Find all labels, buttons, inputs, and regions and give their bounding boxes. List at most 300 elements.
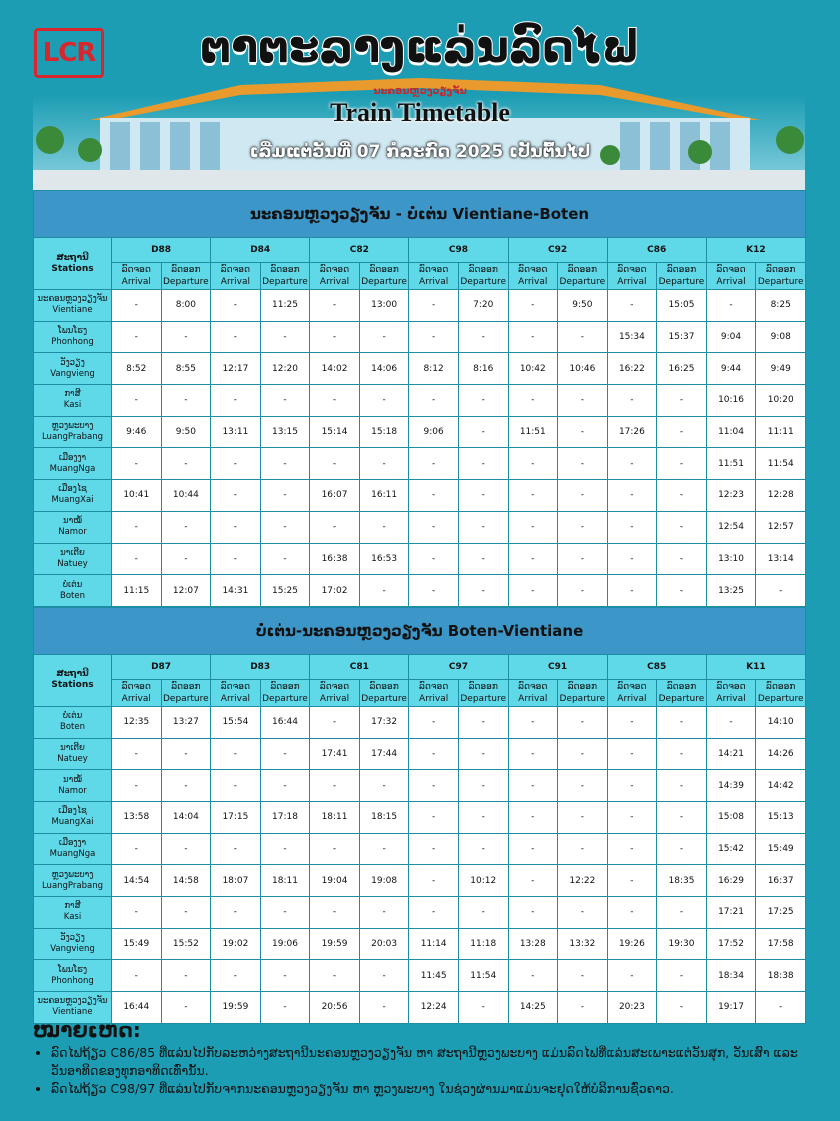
station-cell [34, 511, 112, 543]
table-row [34, 353, 806, 385]
time-cell: - [657, 897, 707, 929]
time-cell: 19:04 [310, 865, 360, 897]
station-name-lao: ກາສີ [64, 389, 81, 400]
time-cell: 14:25 [508, 992, 558, 1024]
time-cell: - [310, 833, 360, 865]
arrival-label-en: Arrival [319, 277, 350, 287]
time-cell: 14:10 [756, 706, 806, 738]
time-cell: - [112, 770, 162, 802]
time-cell: - [558, 321, 608, 353]
time-cell: 12:28 [756, 480, 806, 512]
time-cell: - [211, 833, 261, 865]
arrival-header [508, 263, 558, 290]
time-cell: 16:44 [112, 992, 162, 1024]
time-cell: - [458, 480, 508, 512]
time-cell: - [211, 448, 261, 480]
station-name-lao: ນາໝໍ້ [63, 516, 82, 527]
arrival-label-lao: ລົດຈອດ [121, 265, 151, 275]
train-number: C85 [607, 654, 706, 679]
arrival-label-lao: ລົດຈອດ [716, 681, 746, 692]
time-cell: 17:26 [607, 416, 657, 448]
arrival-label-lao: ລົດຈອດ [518, 681, 548, 692]
time-cell: - [607, 833, 657, 865]
timetable-vientiane-boten [33, 190, 806, 607]
time-cell: - [607, 575, 657, 607]
time-cell: 16:29 [706, 865, 756, 897]
time-cell: 15:08 [706, 801, 756, 833]
departure-label-en: Departure [460, 693, 507, 704]
time-cell: 15:52 [161, 928, 211, 960]
arrival-header [310, 263, 360, 290]
time-cell: - [458, 448, 508, 480]
station-cell [34, 353, 112, 385]
time-cell: - [260, 992, 310, 1024]
time-cell: 10:12 [458, 865, 508, 897]
time-cell: 10:41 [112, 480, 162, 512]
time-cell: 12:23 [706, 480, 756, 512]
station-cell [34, 543, 112, 575]
time-cell: - [458, 706, 508, 738]
time-cell: 14:21 [706, 738, 756, 770]
time-cell: - [260, 480, 310, 512]
time-cell: 18:35 [657, 865, 707, 897]
time-cell: 15:18 [359, 416, 409, 448]
time-cell: 16:11 [359, 480, 409, 512]
time-cell: - [409, 290, 459, 322]
arrival-label-en: Arrival [319, 693, 350, 704]
time-cell: 9:44 [706, 353, 756, 385]
arrival-header [310, 679, 360, 706]
arrival-header [211, 263, 261, 290]
time-cell: - [558, 770, 608, 802]
section-title: ບໍ່ເຕ່ນ-ນະຄອນຫຼວງວຽງຈັນ Boten-Vientiane [34, 607, 806, 654]
arrival-label-en: Arrival [617, 277, 647, 287]
arrival-header [706, 679, 756, 706]
time-cell: 8:16 [458, 353, 508, 385]
time-cell: 15:14 [310, 416, 360, 448]
time-cell: - [657, 480, 707, 512]
time-cell: - [409, 575, 459, 607]
time-cell: - [409, 738, 459, 770]
departure-header [458, 679, 508, 706]
time-cell: - [359, 448, 409, 480]
arrival-label-lao: ລົດຈອດ [319, 265, 350, 275]
time-cell: 16:25 [657, 353, 707, 385]
time-cell: - [310, 448, 360, 480]
time-cell: - [458, 511, 508, 543]
station-name-en: Vangvieng [50, 944, 95, 955]
station-cell [34, 321, 112, 353]
departure-label-lao: ລົດອອກ [270, 681, 300, 692]
time-cell: 13:27 [161, 706, 211, 738]
station-name-lao: ວັງວຽງ [60, 357, 85, 368]
departure-label-lao: ລົດອອກ [666, 681, 697, 692]
station-name-en: MuangNga [49, 463, 96, 474]
arrival-label-en: Arrival [121, 277, 151, 287]
time-cell: - [458, 385, 508, 417]
departure-label-en: Departure [262, 693, 308, 704]
stations-label-en: Stations [51, 263, 94, 274]
time-cell: - [508, 960, 558, 992]
time-cell: 9:50 [161, 416, 211, 448]
time-cell: - [260, 321, 310, 353]
time-cell: - [558, 960, 608, 992]
time-cell: - [558, 543, 608, 575]
departure-label-lao: ລົດອອກ [369, 265, 399, 275]
time-cell: 20:56 [310, 992, 360, 1024]
time-cell: 12:20 [260, 353, 310, 385]
time-cell: - [161, 897, 211, 929]
arrival-label-en: Arrival [716, 277, 746, 287]
arrival-header [409, 679, 459, 706]
time-cell: - [657, 416, 707, 448]
time-cell: 13:14 [756, 543, 806, 575]
time-cell: 12:24 [409, 992, 459, 1024]
time-cell: - [508, 480, 558, 512]
time-cell: - [558, 992, 608, 1024]
time-cell: 17:44 [359, 738, 409, 770]
time-cell: - [508, 321, 558, 353]
station-name-en: MuangNga [49, 848, 96, 859]
arrival-label-lao: ລົດຈອດ [319, 681, 350, 692]
time-cell: - [161, 992, 211, 1024]
time-cell: - [756, 575, 806, 607]
arrival-header [706, 263, 756, 290]
station-cell [34, 290, 112, 322]
time-cell: - [458, 416, 508, 448]
time-cell: - [657, 706, 707, 738]
time-cell: - [458, 543, 508, 575]
time-cell: - [359, 833, 409, 865]
station-name-lao: ນະຄອນຫຼວງວຽງຈັນ [37, 996, 108, 1007]
time-cell: 13:11 [211, 416, 261, 448]
table-row [34, 290, 806, 322]
time-cell: - [211, 480, 261, 512]
arrival-label-lao: ລົດຈອດ [716, 265, 746, 275]
time-cell: - [508, 290, 558, 322]
time-cell: - [607, 738, 657, 770]
table-row [34, 321, 806, 353]
time-cell: 14:58 [161, 865, 211, 897]
time-cell: - [706, 706, 756, 738]
departure-label-lao: ລົດອອກ [567, 681, 597, 692]
page-title-en: Train Timetable [330, 98, 510, 127]
time-cell: 18:07 [211, 865, 261, 897]
arrival-label-en: Arrival [419, 693, 449, 704]
time-cell: 15:13 [756, 801, 806, 833]
station-name-en: Phonhong [51, 975, 94, 986]
train-number: D84 [211, 238, 310, 263]
time-cell: - [657, 575, 707, 607]
time-cell: - [508, 833, 558, 865]
time-cell: 12:57 [756, 511, 806, 543]
train-number: D83 [211, 654, 310, 679]
time-cell: 9:49 [756, 353, 806, 385]
departure-header [260, 679, 310, 706]
time-cell: 9:08 [756, 321, 806, 353]
time-cell: 15:54 [211, 706, 261, 738]
departure-header [657, 263, 707, 290]
departure-header [756, 263, 806, 290]
time-cell: 18:11 [310, 801, 360, 833]
arrival-header [211, 679, 261, 706]
time-cell: - [112, 543, 162, 575]
arrival-header [607, 263, 657, 290]
time-cell: - [558, 511, 608, 543]
time-cell: 17:58 [756, 928, 806, 960]
table-row [34, 865, 806, 897]
time-cell: - [359, 575, 409, 607]
arrival-label-en: Arrival [617, 693, 647, 704]
time-cell: - [112, 448, 162, 480]
time-cell: 12:22 [558, 865, 608, 897]
station-name-en: LuangPrabang [41, 432, 104, 443]
time-cell: 13:32 [558, 928, 608, 960]
time-cell: 19:26 [607, 928, 657, 960]
time-cell: - [607, 385, 657, 417]
table-row [34, 801, 806, 833]
train-number: C92 [508, 238, 607, 263]
time-cell: - [607, 865, 657, 897]
train-number: D88 [112, 238, 211, 263]
time-cell: - [558, 448, 608, 480]
time-cell: 20:23 [607, 992, 657, 1024]
time-cell: 17:41 [310, 738, 360, 770]
time-cell: - [508, 543, 558, 575]
station-name-lao: ຫຼວງພະບາງ [51, 421, 94, 432]
arrival-header [112, 263, 162, 290]
time-cell: - [359, 770, 409, 802]
lcr-logo: LCR [34, 28, 104, 78]
time-cell: - [657, 738, 707, 770]
time-cell: - [211, 960, 261, 992]
time-cell: - [112, 290, 162, 322]
time-cell: 20:03 [359, 928, 409, 960]
departure-label-en: Departure [361, 277, 407, 287]
departure-label-en: Departure [757, 277, 804, 287]
time-cell: 12:54 [706, 511, 756, 543]
note-item: • ລົດໄຟຖ້ຽວ C98/97 ທີ່ແລ່ນໄປກັບຈາກນະຄອນຫຼວງວຽງຈັນ ຫາ ຫຼວງພະບາງ ໃນຊ່ວງຜ່ານມາແມ່ນຈະຢຸດໃຫ້ບໍລິການຊົ່ວຄາວ. [51, 1080, 813, 1098]
train-number: C97 [409, 654, 508, 679]
time-cell: - [310, 706, 360, 738]
departure-header [161, 263, 211, 290]
arrival-label-lao: ລົດຈອດ [419, 681, 449, 692]
time-cell: - [409, 448, 459, 480]
time-cell: 13:28 [508, 928, 558, 960]
arrival-label-lao: ລົດຈອດ [220, 265, 251, 275]
time-cell: - [706, 290, 756, 322]
station-name-lao: ຫຼວງພະບາງ [51, 869, 94, 880]
time-cell: 7:20 [458, 290, 508, 322]
departure-header [657, 679, 707, 706]
time-cell: - [508, 897, 558, 929]
time-cell: - [211, 511, 261, 543]
table-row [34, 448, 806, 480]
time-cell: 19:17 [706, 992, 756, 1024]
station-name-lao: ນະຄອນຫຼວງວຽງຈັນ [37, 294, 108, 305]
departure-header [359, 679, 409, 706]
time-cell: 11:14 [409, 928, 459, 960]
station-name-en: Kasi [63, 400, 82, 411]
station-cell [34, 416, 112, 448]
time-cell: 11:11 [756, 416, 806, 448]
time-cell: 10:20 [756, 385, 806, 417]
time-cell: 16:53 [359, 543, 409, 575]
time-cell: 15:37 [657, 321, 707, 353]
time-cell: - [558, 385, 608, 417]
time-cell: - [409, 385, 459, 417]
time-cell: 9:06 [409, 416, 459, 448]
time-cell: - [161, 385, 211, 417]
time-cell: - [558, 833, 608, 865]
train-number: C82 [310, 238, 409, 263]
time-cell: 19:06 [260, 928, 310, 960]
arrival-label-lao: ລົດຈອດ [121, 681, 151, 692]
time-cell: 11:15 [112, 575, 162, 607]
arrival-label-lao: ລົດຈອດ [419, 265, 449, 275]
time-cell: 14:02 [310, 353, 360, 385]
time-cell: 15:49 [112, 928, 162, 960]
departure-label-en: Departure [658, 277, 705, 287]
time-cell: - [409, 770, 459, 802]
time-cell: - [607, 960, 657, 992]
time-cell: 11:04 [706, 416, 756, 448]
departure-label-lao: ລົດອອກ [270, 265, 300, 275]
time-cell: - [161, 321, 211, 353]
time-cell: - [558, 480, 608, 512]
time-cell: - [161, 738, 211, 770]
time-cell: - [558, 416, 608, 448]
time-cell: - [409, 480, 459, 512]
station-cell [34, 448, 112, 480]
arrival-label-lao: ລົດຈອດ [220, 681, 251, 692]
time-cell: - [310, 897, 360, 929]
time-cell: 14:31 [211, 575, 261, 607]
time-cell: - [260, 385, 310, 417]
departure-label-en: Departure [757, 693, 804, 704]
departure-label-lao: ລົດອອກ [369, 681, 399, 692]
time-cell: 8:55 [161, 353, 211, 385]
time-cell: 16:37 [756, 865, 806, 897]
train-number: K12 [706, 238, 805, 263]
departure-label-lao: ລົດອອກ [171, 681, 201, 692]
departure-label-lao: ລົດອອກ [766, 265, 796, 275]
table-row [34, 770, 806, 802]
time-cell: 15:25 [260, 575, 310, 607]
time-cell: 11:51 [508, 416, 558, 448]
time-cell: 8:12 [409, 353, 459, 385]
time-cell: 10:16 [706, 385, 756, 417]
table-row [34, 511, 806, 543]
time-cell: - [508, 801, 558, 833]
time-cell: - [112, 833, 162, 865]
station-name-lao: ວັງວຽງ [60, 933, 85, 944]
arrival-label-lao: ລົດຈອດ [518, 265, 548, 275]
station-cell [34, 801, 112, 833]
arrival-label-en: Arrival [518, 693, 548, 704]
arrival-label-en: Arrival [518, 277, 548, 287]
table-row [34, 897, 806, 929]
time-cell: 16:38 [310, 543, 360, 575]
arrival-label-lao: ລົດຈອດ [617, 265, 647, 275]
time-cell: 11:25 [260, 290, 310, 322]
time-cell: 18:34 [706, 960, 756, 992]
time-cell: 9:50 [558, 290, 608, 322]
time-cell: - [260, 960, 310, 992]
station-name-en: Kasi [63, 912, 82, 923]
notes [33, 1018, 813, 1098]
time-cell: 17:18 [260, 801, 310, 833]
station-name-en: Boten [60, 722, 85, 733]
time-cell: 9:04 [706, 321, 756, 353]
time-cell: 13:25 [706, 575, 756, 607]
departure-label-lao: ລົດອອກ [567, 265, 597, 275]
departure-label-en: Departure [163, 277, 209, 287]
table-row [34, 385, 806, 417]
time-cell: - [508, 706, 558, 738]
time-cell: 19:02 [211, 928, 261, 960]
time-cell: - [508, 575, 558, 607]
departure-label-lao: ລົດອອກ [766, 681, 796, 692]
time-cell: 16:07 [310, 480, 360, 512]
time-cell: - [657, 385, 707, 417]
station-name-en: Vientiane [52, 305, 93, 316]
departure-header [458, 263, 508, 290]
time-cell: - [607, 480, 657, 512]
time-cell: - [310, 511, 360, 543]
time-cell: - [112, 738, 162, 770]
stations-header [34, 654, 112, 706]
time-cell: 18:15 [359, 801, 409, 833]
time-cell: 17:02 [310, 575, 360, 607]
time-cell: 12:17 [211, 353, 261, 385]
time-cell: 19:59 [211, 992, 261, 1024]
station-name-lao: ເມືອງງາ [58, 452, 87, 463]
station-name-lao: ເມືອງໄຊ [58, 806, 87, 817]
time-cell: 13:15 [260, 416, 310, 448]
stations-header [34, 238, 112, 290]
table-row [34, 480, 806, 512]
time-cell: - [607, 448, 657, 480]
departure-label-en: Departure [658, 693, 705, 704]
time-cell: 13:58 [112, 801, 162, 833]
station-name-en: Vangvieng [50, 368, 95, 379]
section-title: ນະຄອນຫຼວງວຽງຈັນ - ບໍ່ເຕ່ນ Vientiane-Boten [34, 191, 806, 238]
time-cell: - [161, 511, 211, 543]
departure-label-en: Departure [559, 277, 606, 287]
time-cell: 12:35 [112, 706, 162, 738]
time-cell: - [558, 706, 608, 738]
time-cell: - [657, 511, 707, 543]
departure-header [558, 263, 608, 290]
time-cell: - [260, 511, 310, 543]
time-cell: - [508, 385, 558, 417]
time-cell: - [310, 960, 360, 992]
time-cell: - [558, 575, 608, 607]
time-cell: - [607, 897, 657, 929]
time-cell: 15:42 [706, 833, 756, 865]
timetable-container [33, 190, 805, 1024]
time-cell: 16:22 [607, 353, 657, 385]
departure-header [756, 679, 806, 706]
time-cell: 14:54 [112, 865, 162, 897]
table-row [34, 738, 806, 770]
time-cell: - [359, 321, 409, 353]
time-cell: - [409, 801, 459, 833]
time-cell: - [657, 833, 707, 865]
station-name-en: Phonhong [51, 337, 94, 348]
time-cell: - [409, 865, 459, 897]
